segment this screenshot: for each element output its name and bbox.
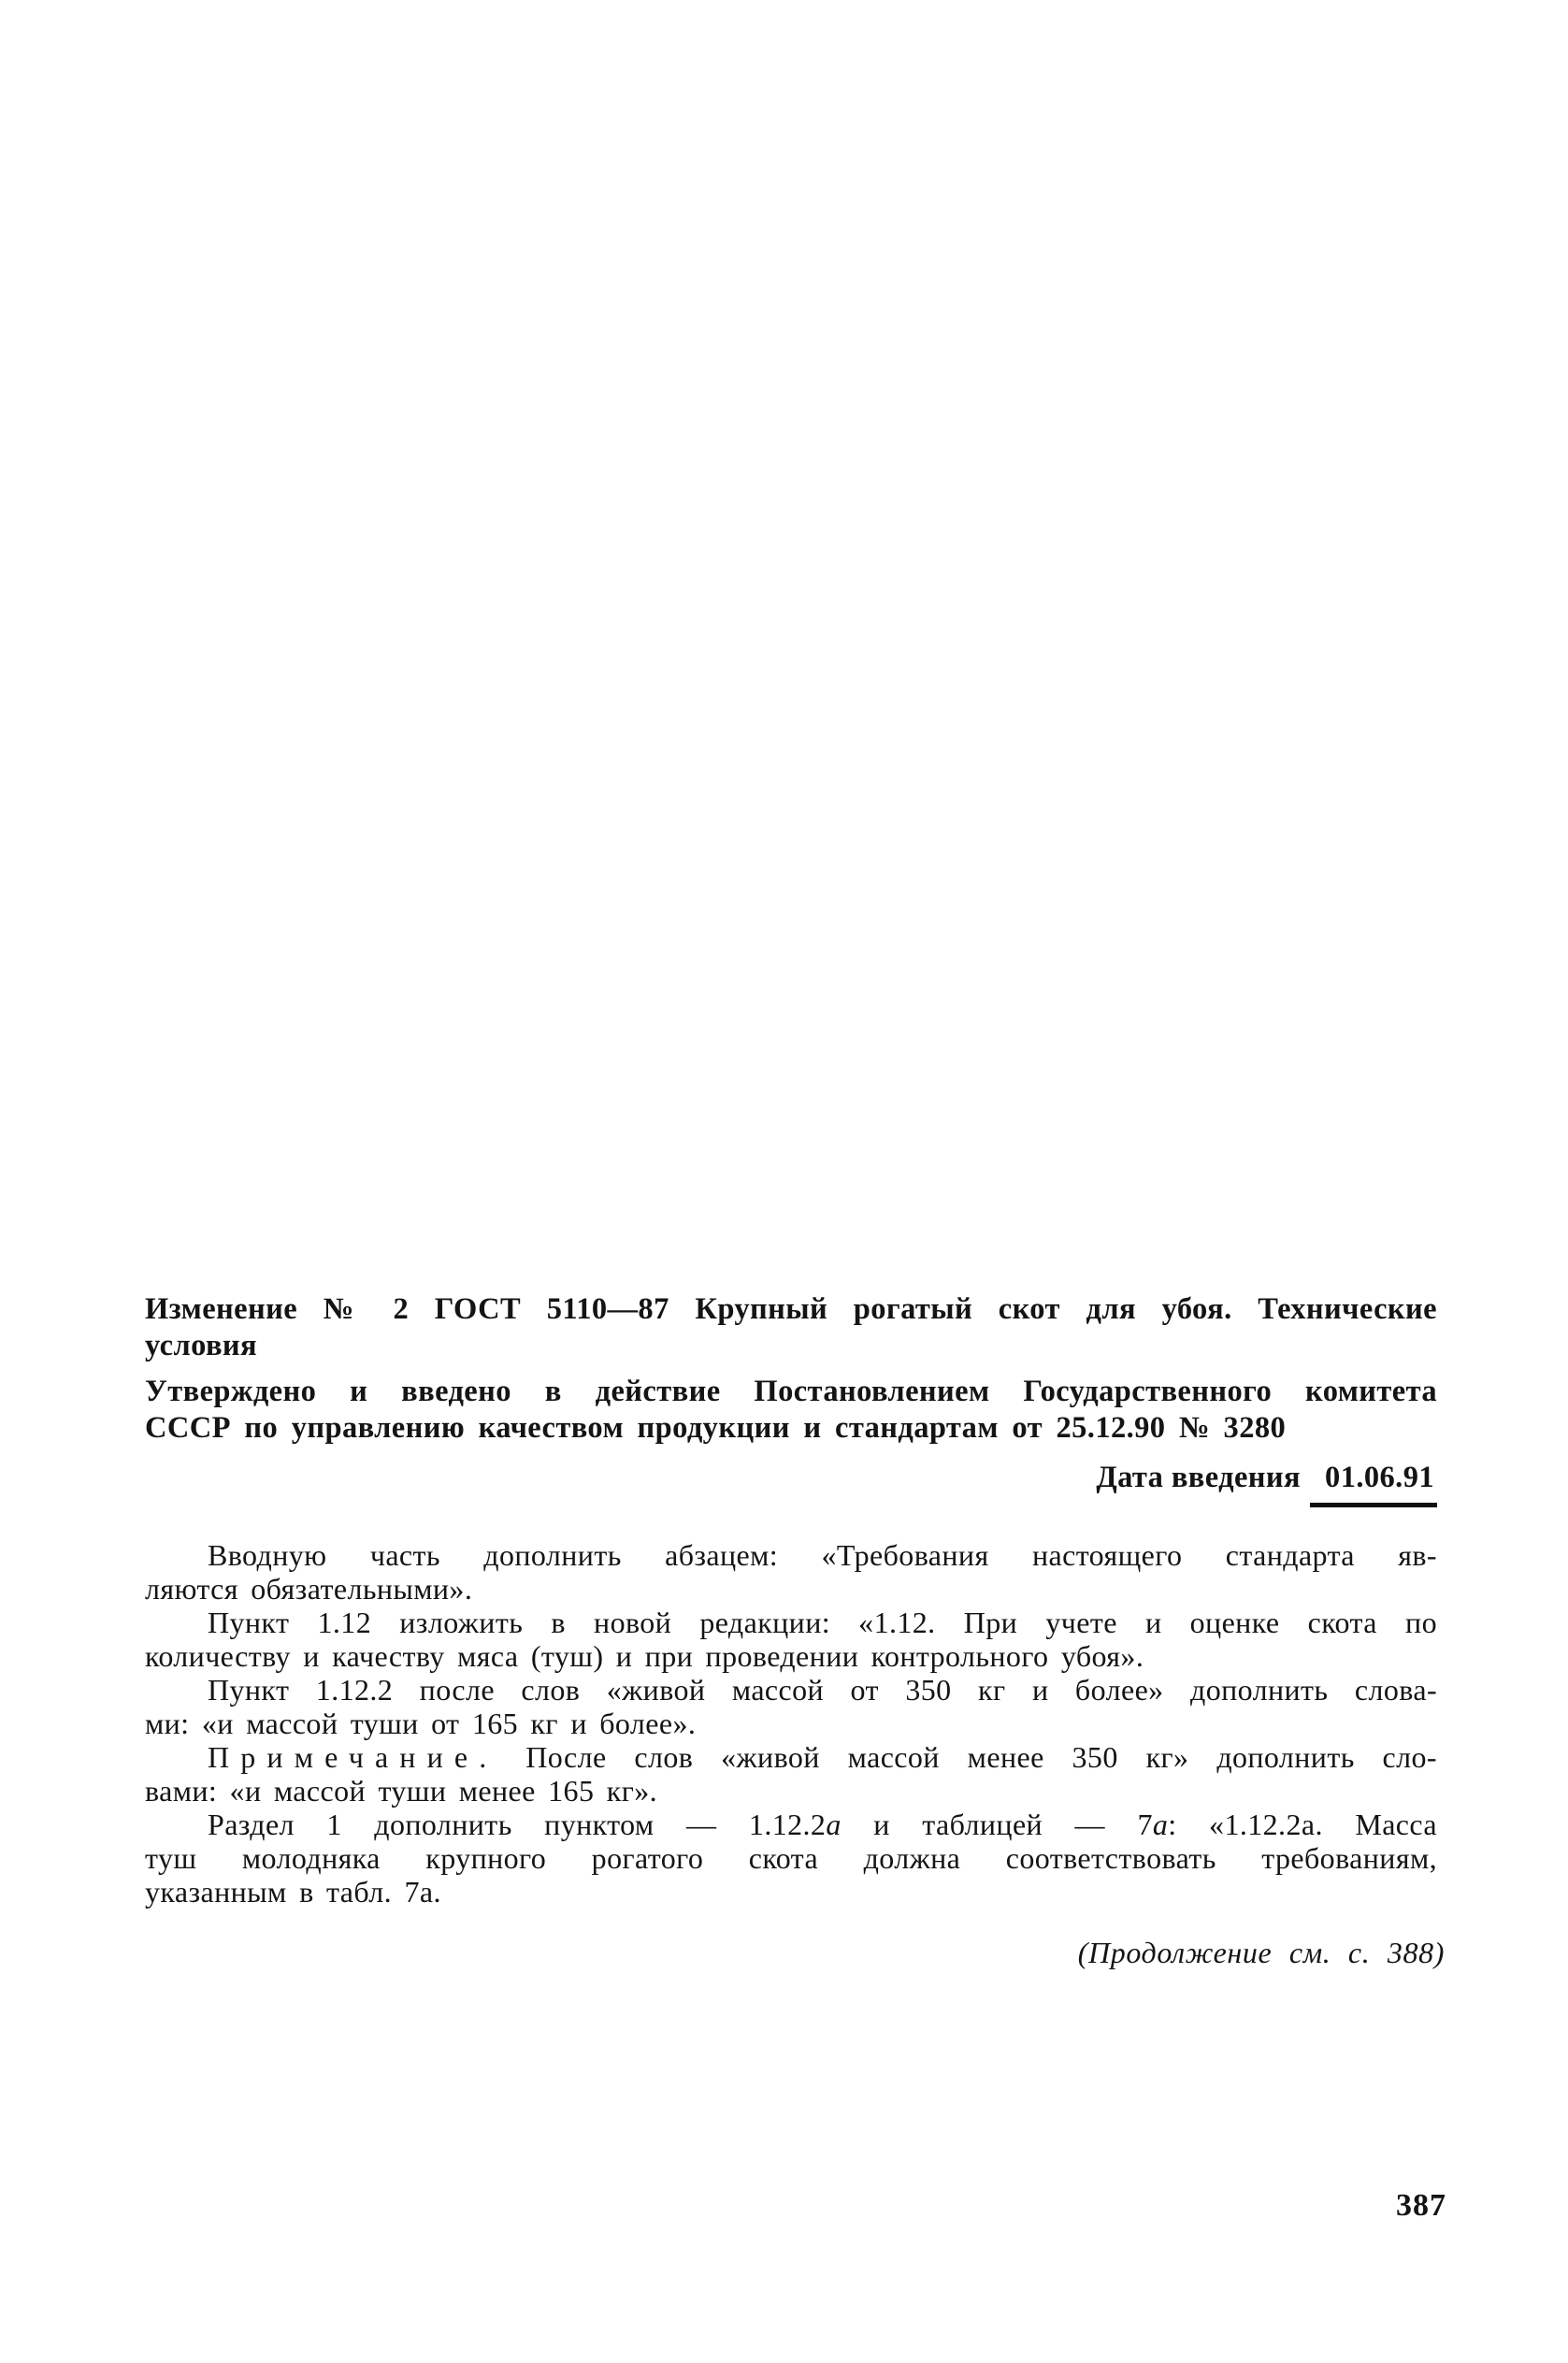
paragraph-5-segment: Раздел 1 дополнить пунктом — 1.12.2 [208, 1808, 827, 1841]
paragraph-5-line-2: туш молодняка крупного рогатого скота должна соответствовать требованиям, [145, 1841, 1437, 1875]
paragraph-5-line-1 [145, 1808, 1437, 1841]
paragraph-1-line-1: Вводную часть дополнить абзацем: «Требования настоящего стандарта яв- [208, 1538, 1437, 1572]
effective-date-label: Дата введения [1096, 1461, 1302, 1494]
paragraph-2-line-2: количеству и качеству мяса (туш) и при проведении контрольного убоя». [145, 1639, 1144, 1673]
effective-date-value: 01.06.91 [1310, 1460, 1437, 1507]
paragraph-5-line-3: указанным в табл. 7а. [145, 1875, 441, 1909]
paragraph-2-line-1: Пункт 1.12 изложить в новой редакции: «1.12. При учете и оценке скота по [208, 1606, 1437, 1639]
paragraph-5-segment-italic: а [1152, 1808, 1169, 1841]
paragraph-5-segment: : «1.12.2а. Масса [1168, 1808, 1438, 1841]
page-number: 387 [1396, 2188, 1446, 2223]
approval-line-2: СССР по управлению качеством продукции и стандартам от 25.12.90 № 3280 [145, 1411, 1287, 1445]
effective-date-line [145, 1460, 1437, 1507]
paragraph-3-line-2: ми: «и массой туши от 165 кг и более». [145, 1707, 697, 1740]
paragraph-note-line-2: вами: «и массой туши менее 165 кг». [145, 1774, 658, 1808]
continuation-note: (Продолжение см. с. 388) [1077, 1936, 1445, 1969]
paragraph-1-line-2: ляются обязательными». [145, 1572, 473, 1606]
note-text: После слов «живой массой менее 350 кг» дополнить сло- [497, 1740, 1437, 1774]
approval-line-1: Утверждено и введено в действие Постановлением Государственного комитета [145, 1375, 1437, 1408]
paragraph-5-segment-italic: а [826, 1808, 842, 1841]
paragraph-5-segment: и таблицей — 7 [841, 1808, 1153, 1841]
note-label: Примечание. [208, 1740, 498, 1774]
approval-statement [145, 1374, 1437, 1447]
document-title-line-2: условия [145, 1329, 258, 1362]
document-title [145, 1291, 1437, 1364]
paragraph-3-line-1: Пункт 1.12.2 после слов «живой массой от 350 кг и более» дополнить слова- [208, 1673, 1437, 1707]
paragraph-note-line-1 [145, 1740, 1437, 1774]
amendment-body [145, 1538, 1437, 1909]
document-title-line-1: Изменение № 2 ГОСТ 5110—87 Крупный рогатый скот для убоя. Технические [145, 1292, 1437, 1326]
